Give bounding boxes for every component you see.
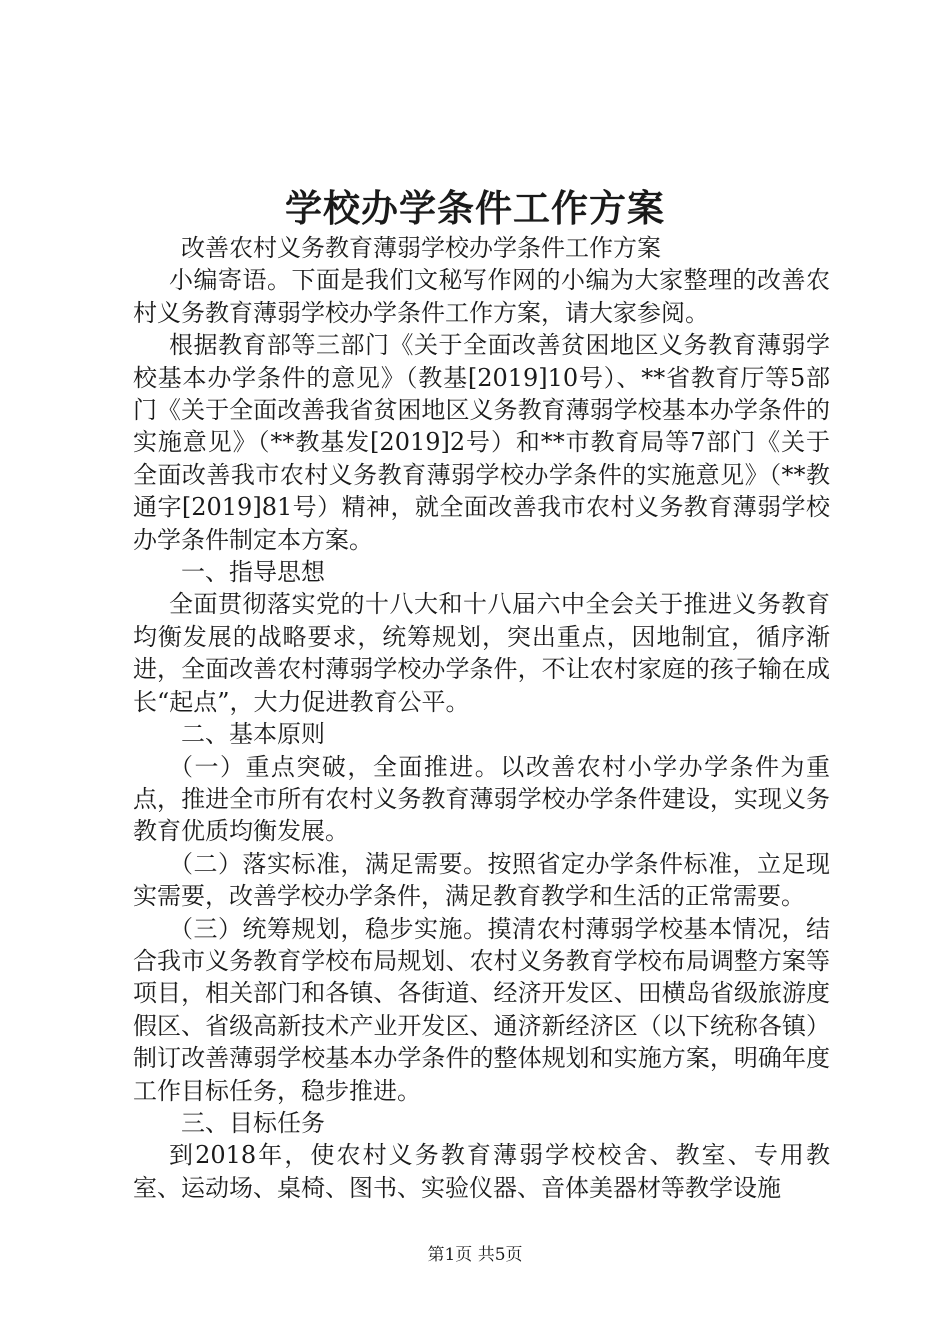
- section-heading-goals: 三、目标任务: [181, 1108, 325, 1137]
- paragraph-principle-1: （一）重点突破，全面推进。以改善农村小学办学条件为重点，推进全市所有农村义务教育薄弱学校办学条件建设，实现义务教育优质均衡发展。: [133, 752, 830, 846]
- paragraph-principle-2: （二）落实标准，满足需要。按照省定办学条件标准，立足现实需要，改善学校办学条件，满足教育教学和生活的正常需要。: [133, 849, 830, 911]
- paragraph-guiding-ideology: 全面贯彻落实党的十八大和十八届六中全会关于推进义务教育均衡发展的战略要求，统筹规划，突出重点，因地制宜，循序渐进，全面改善农村薄弱学校办学条件，不让农村家庭的孩子输在成长“起点”，大力促进教育公平。: [133, 590, 830, 716]
- paragraph-principle-3: （三）统筹规划，稳步实施。摸清农村薄弱学校基本情况，结合我市义务教育学校布局规划、农村义务教育学校布局调整方案等项目，相关部门和各镇、各街道、经济开发区、田横岛省级旅游度假区、省级高新技术产业开发区、通济新经济区（以下统称各镇）制订改善薄弱学校基本办学条件的整体规划和实施方案，明确年度工作目标任务，稳步推进。: [133, 914, 830, 1105]
- section-heading-basic-principles: 二、基本原则: [181, 720, 325, 749]
- paragraph-goals: 到2018年，使农村义务教育薄弱学校校舍、教室、专用教室、运动场、桌椅、图书、实验仪器、音体美器材等教学设施: [133, 1141, 830, 1202]
- document-body: [133, 232, 830, 1204]
- paragraph-basis: 根据教育部等三部门《关于全面改善贫困地区义务教育薄弱学校基本办学条件的意见》（教基[2019]10号）、**省教育厅等5部门《关于全面改善我省贫困地区义务教育薄弱学校基本办学条件的实施意见》（**教基发[2019]2号）和**市教育局等7部门《关于全面改善我市农村义务教育薄弱学校办学条件的实施意见》（**教通字[2019]81号）精神，就全面改善我市农村义务教育薄弱学校办学条件制定本方案。: [133, 331, 830, 554]
- paragraph-editor-note: 小编寄语。下面是我们文秘写作网的小编为大家整理的改善农村义务教育薄弱学校办学条件工作方案，请大家参阅。: [133, 266, 830, 327]
- page-number-footer: 第1页 共5页: [427, 1245, 523, 1265]
- section-heading-guiding-ideology: 一、指导思想: [181, 558, 325, 587]
- document-subtitle: 改善农村义务教育薄弱学校办学条件工作方案: [181, 234, 661, 262]
- document-title: 学校办学条件工作方案: [285, 186, 665, 230]
